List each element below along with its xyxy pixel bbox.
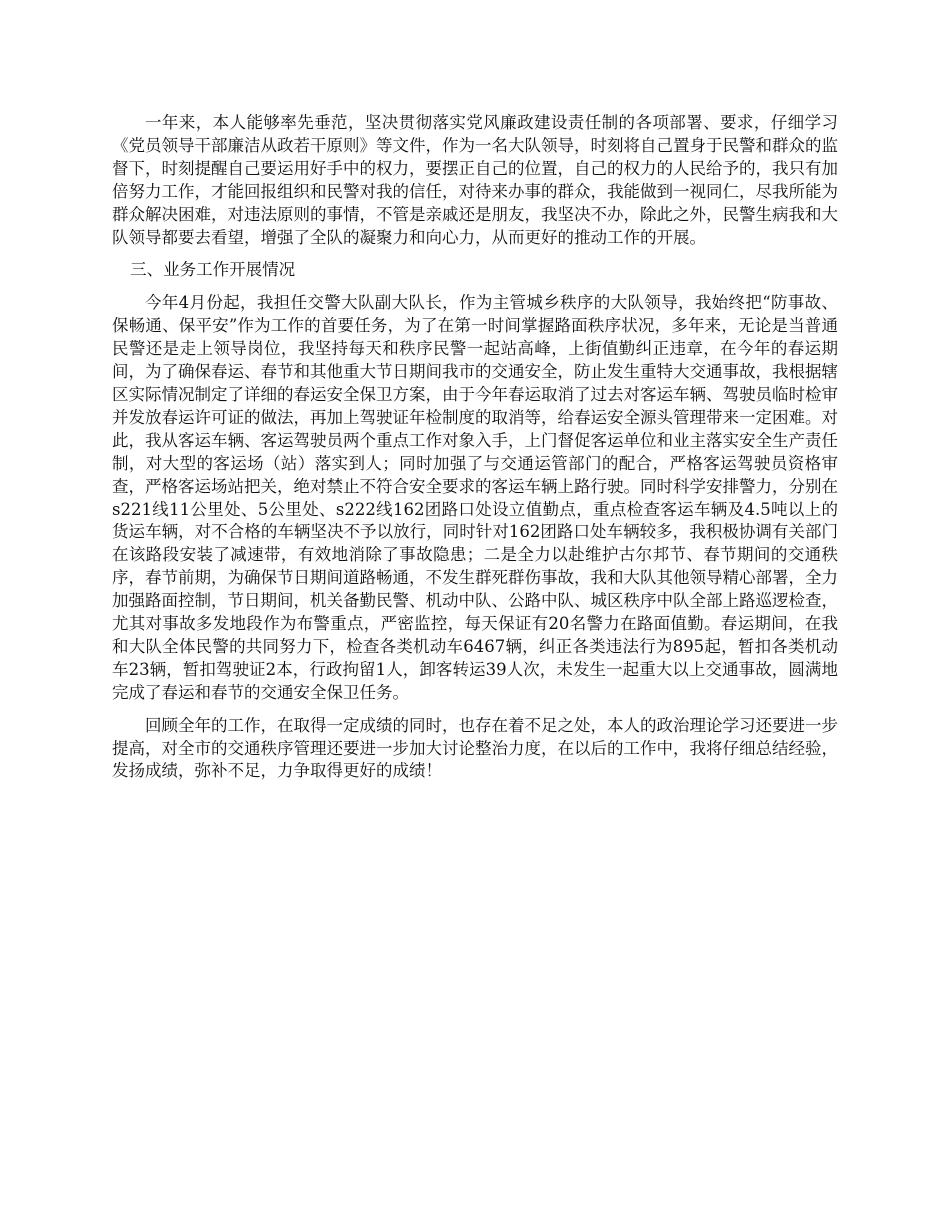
paragraph-party-conduct: 一年来，本人能够率先垂范，坚决贯彻落实党风廉政建设责任制的各项部署、要求，仔细学习《党员领导干部廉洁从政若干原则》等文件，作为一名大队领导，时刻将自己置身于民警和群众的监督下，时刻提醒自己要运用好手中的权力，要摆正自己的位置，自己的权力的人民给予的，我只有加倍努力工作，才能回报组织和民警对我的信任，对待来办事的群众，我能做到一视同仁，尽我所能为群众解决困难，对违法原则的事情，不管是亲戚还是朋友，我坚决不办，除此之外，民警生病我和大队领导都要去看望，增强了全队的凝聚力和向心力，从而更好的推动工作的开展。 [112,113,838,247]
document-page [112,112,838,793]
paragraph-traffic-work: 今年4月份起，我担任交警大队副大队长，作为主管城乡秩序的大队领导，我始终把“防事故、保畅通、保平安”作为工作的首要任务，为了在第一时间掌握路面秩序状况，多年来，无论是当普通民警还是走上领导岗位，我坚持每天和秩序民警一起站高峰，上街值勤纠正违章，在今年的春运期间，为了确保春运、春节和其他重大节日期间我市的交通安全，防止发生重特大交通事故，我根据辖区实际情况制定了详细的春运安全保卫方案，由于今年春运取消了过去对客运车辆、驾驶员临时检审并发放春运许可证的做法，再加上驾驶证年检制度的取消等，给春运安全源头管理带来一定困难。对此，我从客运车辆、客运驾驶员两个重点工作对象入手，上门督促客运单位和业主落实安全生产责任制，对大型的客运场（站）落实到人；同时加强了与交通运管部门的配合，严格客运驾驶员资格审查，严格客运场站把关，绝对禁止不符合安全要求的客运车辆上路行驶。同时科学安排警力，分别在s221线11公里处、5公里处、s222线162团路口处设立值勤点，重点检查客运车辆及4.5吨以上的货运车辆，对不合格的车辆坚决不予以放行，同时针对162团路口处车辆较多，我积极协调有关部门在该路段安装了减速带，有效地消除了事故隐患；二是全力以赴维护古尔邦节、春节期间的交通秩序，春节前期，为确保节日期间道路畅通，不发生群死群伤事故，我和大队其他领导精心部署，全力加强路面控制，节日期间，机关备勤民警、机动中队、公路中队、城区秩序中队全部上路巡逻检查，尤其对事故多发地段作为布警重点，严密监控，每天保证有20名警力在路面值勤。春运期间，在我和大队全体民警的共同努力下，检查各类机动车6467辆，纠正各类违法行为895起，暂扣各类机动车23辆，暂扣驾驶证2本，行政拘留1人，卸客转运39人次，未发生一起重大以上交通事故，圆满地完成了春运和春节的交通安全保卫任务。 [112,293,838,702]
section-heading-business-work: 三、业务工作开展情况 [130,260,296,280]
paragraph-annual-review: 回顾全年的工作，在取得一定成绩的同时，也存在着不足之处，本人的政治理论学习还要进一步提高，对全市的交通秩序管理还要进一步加大讨论整治力度，在以后的工作中，我将仔细总结经验，发扬成绩，弥补不足，力争取得更好的成绩！ [112,715,838,781]
